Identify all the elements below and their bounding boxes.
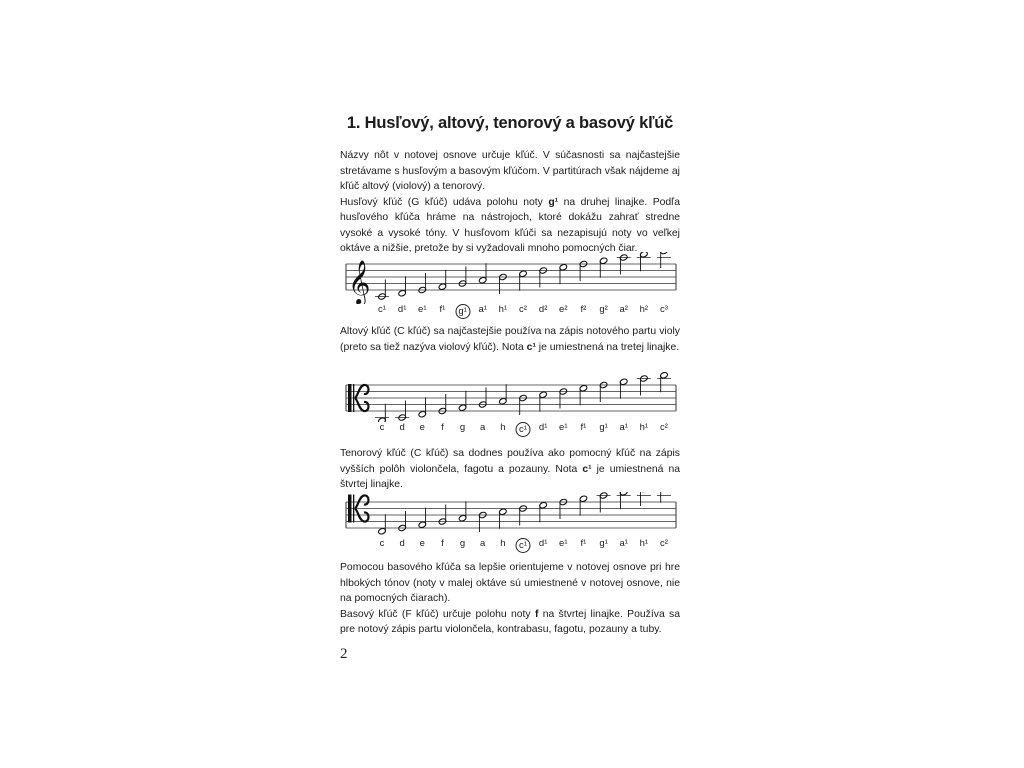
tenor-text-pre: Tenorový kľúč (C kľúč) sa dodnes používa ako pomocný kľúč na zápis vyšších polôh violončela, fagotu a pozauny. Nota	[340, 448, 680, 475]
note-label: g	[459, 538, 466, 549]
note-label: e¹	[559, 538, 568, 549]
alto-note-name: c¹	[526, 341, 536, 353]
treble-staff	[340, 252, 680, 317]
page-number: 2	[340, 646, 348, 662]
bass-text-pre: Basový kľúč (F kľúč) určuje polohu noty	[340, 608, 535, 620]
clef-bar	[353, 495, 354, 523]
note-label: c²	[660, 422, 668, 433]
note-label: e	[419, 422, 425, 433]
note-label: e²	[559, 304, 568, 315]
alto-staff	[340, 372, 680, 435]
note-label: c³	[660, 304, 668, 315]
note-label: c²	[519, 304, 527, 315]
note-label: a²	[619, 304, 628, 315]
note-label: e¹	[559, 422, 568, 433]
alto-text-post: je umiestnená na tretej linajke.	[535, 341, 680, 353]
note-label: c²	[660, 538, 668, 549]
tenor-text-post: je umiestnená na štvrtej linajke.	[340, 463, 681, 490]
note-label: f¹	[580, 538, 587, 549]
note-label: f²	[580, 304, 587, 315]
tenor-note-name: c¹	[582, 463, 592, 475]
note-label: c¹	[378, 304, 386, 315]
treble-text-pre: Husľový kľúč (G kľúč) udáva polohu noty	[340, 196, 549, 208]
clef-bar	[348, 495, 352, 523]
tenor-staff-svg	[340, 492, 680, 538]
note-label: g¹	[599, 422, 608, 433]
note-label: d	[399, 538, 405, 549]
note-label: d¹	[538, 422, 548, 433]
note-label: a¹	[619, 422, 628, 433]
intro-text: Názvy nôt v notovej osnove určuje kľúč. V súčasnosti sa najčastejšie stretávame s husľovým a basovým kľúčom. V partitúrach však nájdeme aj kľúč altový (violový) a tenorový.	[340, 150, 680, 192]
page-title: 1. Husľový, altový, tenorový a basový kľúč	[346, 114, 674, 132]
intro-paragraph	[340, 148, 680, 257]
note-label: f¹	[439, 304, 446, 315]
note-label: f¹	[580, 422, 587, 433]
note-label: h¹	[639, 538, 649, 549]
alto-staff-svg	[340, 372, 680, 422]
note-label: h¹	[498, 304, 508, 315]
treble-text-post: na druhej linajke. Podľa husľového kľúča hráme na nástrojoch, ktoré dokážu zahrať stredne vysoké a vysoké tóny. V husľovom kľúči sa nezapisujú noty vo veľkej oktáve a nižšie, pretože by si vyžadovali mnoho pomocných čiar.	[340, 196, 680, 254]
note-label: c¹	[516, 538, 531, 553]
bass-note-name: f	[534, 608, 539, 620]
alto-note-labels	[340, 422, 680, 436]
note-label: f	[441, 422, 444, 433]
note-label: h²	[639, 304, 649, 315]
note-label: a	[480, 422, 486, 433]
note-label: a¹	[619, 538, 628, 549]
bass-paragraph	[340, 560, 680, 638]
note-label: h	[500, 422, 506, 433]
clef-bar	[348, 384, 352, 412]
note-label: c	[379, 538, 385, 549]
bass-intro-text: Pomocou basového kľúča sa lepšie orientujeme v notovej osnove pri hre hlbokých tónov (noty v malej oktáve sú umiestnené v notovej osnove, nie na pomocných čiarach).	[340, 562, 680, 604]
note-label: g¹	[599, 538, 608, 549]
note-label: a	[480, 538, 486, 549]
note-label: e	[419, 538, 425, 549]
note-label: d¹	[397, 304, 407, 315]
treble-note-name: g¹	[548, 196, 559, 208]
tenor-paragraph	[340, 446, 680, 493]
treble-note-labels	[340, 304, 680, 318]
note-label: d¹	[538, 538, 548, 549]
note-label: c¹	[516, 422, 531, 437]
note-label: h¹	[639, 422, 649, 433]
note-label: a¹	[478, 304, 487, 315]
note-label: g	[459, 422, 466, 433]
note-label: e¹	[418, 304, 427, 315]
tenor-staff	[340, 492, 680, 551]
alto-paragraph	[340, 324, 680, 355]
alto-text-pre: Altový kľúč (C kľúč) sa najčastejšie používa na zápis notového partu violy (preto sa tiež nazýva violový kľúč). Nota	[340, 326, 680, 353]
treble-staff-svg	[340, 252, 680, 304]
note-label: d	[399, 422, 405, 433]
tenor-note-labels	[340, 538, 680, 552]
treble-clef-icon: 𝄞	[348, 260, 371, 304]
clef-bar	[353, 384, 354, 412]
note-label: c	[379, 422, 385, 433]
note-label: g²	[599, 304, 608, 315]
note-label: f	[441, 538, 444, 549]
note-label: d²	[538, 304, 548, 315]
bass-text-post: na štvrtej linajke. Používa sa pre notový zápis partu violončela, kontrabasu, fagotu, pozauny a tuby.	[340, 608, 680, 635]
note-label: h	[500, 538, 506, 549]
note-label: g¹	[455, 304, 470, 319]
